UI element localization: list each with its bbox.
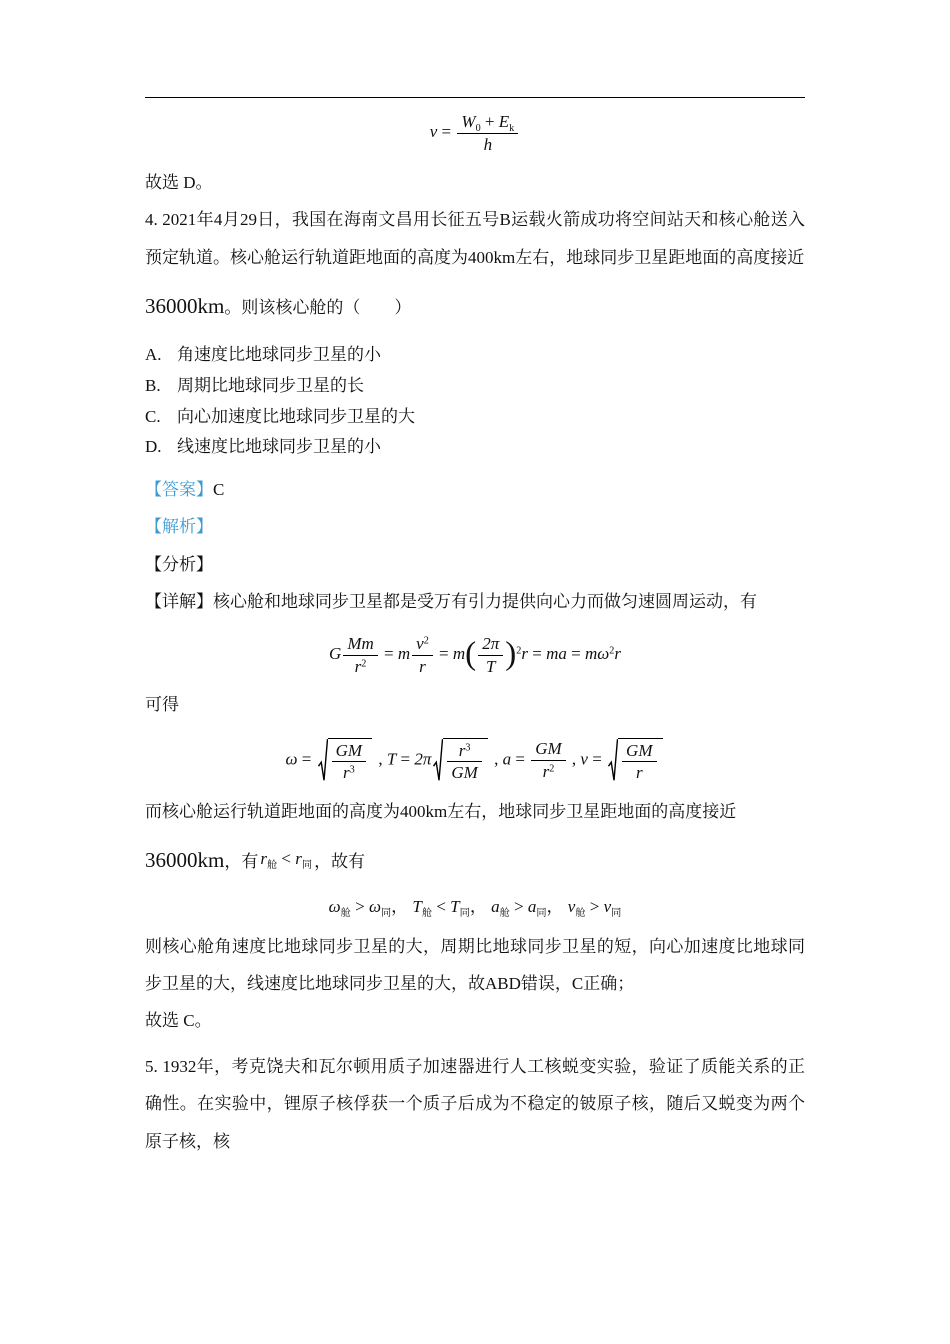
option-d-label: D. [145, 437, 162, 457]
comparison-post: ，故有 [314, 852, 366, 872]
jiexi-tag: 【解析】 [145, 517, 213, 537]
big-number-36000km-2: 36000km [145, 848, 225, 873]
option-b [145, 371, 805, 402]
jiexi-line [145, 508, 805, 545]
option-d-text: 线速度比地球同步卫星的小 [177, 437, 381, 457]
big-number-36000km: 36000km [145, 294, 225, 319]
detail-tag: 【详解】 [145, 591, 213, 611]
fenxi-line [145, 546, 805, 583]
option-c [145, 402, 805, 433]
inline-radius-inequality: $r_舱 < r_同$ [260, 849, 313, 872]
header-rule [145, 97, 805, 98]
answer-tag: 【答案】 [145, 479, 213, 499]
options-list [145, 340, 805, 462]
comparison-intro: 而核心舱运行轨道距地面的高度为400km左右，地球同步卫星距地面的高度接近 [145, 801, 737, 821]
question-4-stem-end: 。则该核心舱的（ ） [224, 298, 412, 318]
fenxi-tag: 【分析】 [145, 554, 213, 574]
option-a-text: 角速度比地球同步卫星的小 [177, 345, 381, 365]
detail-text: 核心舱和地球同步卫星都是受万有引力提供向心力而做匀速圆周运动，有 [213, 591, 757, 611]
formula-gravity-centripetal: G $\frac{Mm}{r^2}$ = m $\frac{v^2}{r}$ = m( $\frac{2\pi}{T}$ )$^2$r = ma = $m\omega^2r$ [329, 634, 621, 676]
option-a [145, 340, 805, 371]
formula-orbit-quantities: ω = $\frac{GM}{r^3}$ , T = 2π $\frac{r^3}{GM}$ , a = $\frac{GM}{r^2}$ , v = $\frac{GM}{r}$ [145, 738, 805, 783]
answer-value: C [213, 479, 225, 499]
kede-line: 可得 [145, 695, 179, 715]
previous-answer-line: 故选 D。 [145, 173, 213, 193]
question-5-stem: 5. 1932年，考克饶夫和瓦尔顿用质子加速器进行人工核蜕变实验，验证了质能关系的正确性。在实验中，锂原子核俘获一个质子后成为不稳定的铍原子核，随后又蜕变为两个原子核，核 [145, 1056, 805, 1151]
final-answer-line: 故选 C。 [145, 1011, 212, 1031]
option-d [145, 432, 805, 463]
option-c-label: C. [145, 406, 161, 426]
option-b-text: 周期比地球同步卫星的长 [177, 375, 364, 395]
formula-photoelectric: v = $\frac{W_0 + E_k}{h}$ [145, 112, 805, 154]
question-4-highlight-line [145, 284, 805, 328]
option-a-label: A. [145, 345, 162, 365]
conclusion-paragraph: 则核心舱角速度比地球同步卫星的大，周期比地球同步卫星的短，向心加速度比地球同步卫星的大，线速度比地球同步卫星的大，故ABD错误，C正确； [145, 936, 805, 993]
question-4-stem: 4. 2021年4月29日，我国在海南文昌用长征五号B运载火箭成功将空间站天和核心舱送入 预定轨道。核心舱运行轨道距地面的高度为400km左右，地球同步卫星距地面的高度接近 [145, 210, 805, 267]
option-b-label: B. [145, 375, 161, 395]
formula-inequalities: $\omega_舱 > \omega_同$， $T_舱 < T_同$， $a_舱 > a_同$， $v_舱 > v_同$ [328, 897, 622, 920]
option-c-text: 向心加速度比地球同步卫星的大 [177, 406, 415, 426]
comparison-pre: ，有 [224, 852, 259, 872]
comparison-highlight-line [145, 838, 805, 882]
answer-line [145, 471, 805, 508]
detail-paragraph [145, 583, 805, 620]
